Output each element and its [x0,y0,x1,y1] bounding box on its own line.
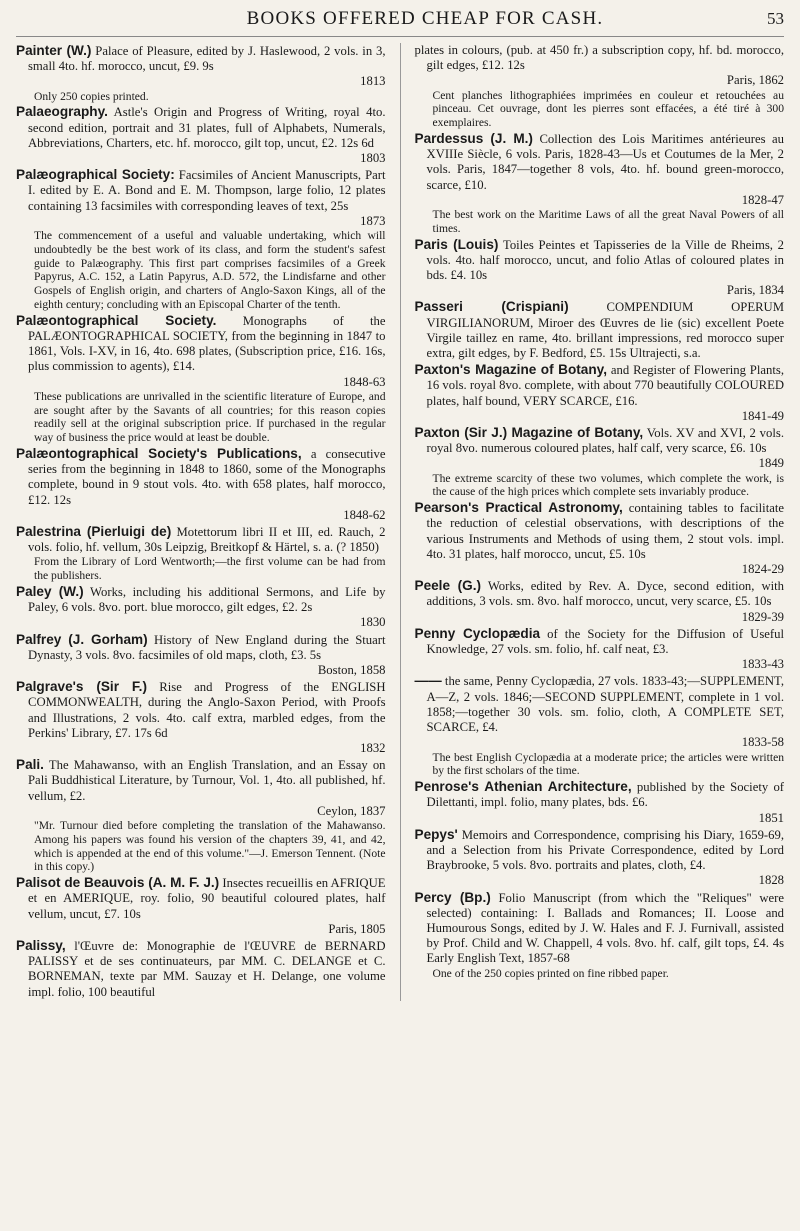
column-divider [400,43,401,1001]
catalogue-entry [16,446,386,523]
entry-heading: Paxton's Magazine of Botany, [414,362,607,378]
entry-note: The best English Cyclopædia at a moderate price; the articles were written by the first scholars of the time. [432,750,785,778]
catalogue-entry [16,104,386,166]
entry-heading: Pearson's Practical Astronomy, [414,500,623,516]
entry-heading: Penrose's Athenian Architecture, [414,779,632,795]
entry-date: Ceylon, 1837 [317,803,386,818]
catalogue-entry [16,679,386,756]
entry-date: 1813 [360,74,386,89]
entry-date: Paris, 1805 [328,921,386,936]
entry-description: the same, Penny Cyclopædia, 27 vols. 1833-43;—SUPPLEMENT, A—Z, 2 vols. 1846;—SECOND SUPPLEMENT, complete in 1 vol. 1858;—together 30 vols. sm. folio, cloth, A COMPLETE SET, SCARCE, £4. [426,674,785,735]
entry-note: The extreme scarcity of these two volumes, which complete the work, is the cause of the high prices which complete sets invariably produce. [432,471,785,499]
running-title: BOOKS OFFERED CHEAP FOR CASH. [246,8,604,29]
entry-date: Paris, 1834 [726,283,785,298]
entry-heading: Palaeography. [16,104,108,120]
entry-heading: Palfrey (J. Gorham) [16,631,148,647]
entry-date: 1841-49 [741,408,785,423]
catalogue-entry [415,578,785,625]
catalogue-entry [16,632,386,679]
entry-date: 1824-29 [741,562,785,577]
catalogue-entry [16,43,386,103]
entry-heading: Penny Cyclopædia [414,625,541,641]
catalogue-entry [16,938,386,1000]
catalogue-entry [415,500,785,577]
right-column [415,43,785,1001]
entry-description: Collection des Lois Maritimes antérieures au XVIIIe Siècle, 6 vols. Paris, 1828-43—Us et Coutumes de la Mer, 2 vols. Paris, 1847—together 8 vols, 4to. hf. bound green-morocco, scarce, £10. [426,132,785,192]
catalogue-entry [16,313,386,445]
catalogue-entry [16,167,386,312]
entry-note: From the Library of Lord Wentworth;—the first volume can be had from the publishers. [34,555,386,583]
catalogue-entry [415,673,785,778]
entry-description: Rise and Progress of the ENGLISH COMMONWEALTH, during the Anglo-Saxon Period, with Proofs and Illustrations, 2 vols. 4to. calf extra, marbled edges, from the Perkins' Library, £7. 17s 6d [28,680,386,740]
entry-heading: Palestrina (Pierluigi de) [16,524,172,540]
entry-heading: Pardessus (J. M.) [414,131,533,146]
entry-heading: Palæographical Society: [16,167,175,183]
entry-date: 1833-58 [741,735,785,750]
entry-note: These publications are unrivalled in the scientific literature of Europe, and are sought after by the Savants of all countries; for this reason copies readily sell at the original subscription price. If purchased in the regular way of business the price would at least be double. [34,389,386,445]
catalogue-entry [16,524,386,583]
entry-description: Monographs of the PALÆONTOGRAPHICAL SOCIETY, from the beginning in 1847 to 1861, Vols. I-XV, in 16, 4to. 698 plates, (Subscription price, £16. 16s, plus commission to agents), £14. [28,313,386,374]
entry-date: 1832 [360,741,386,756]
entry-heading: Palissy, [16,938,66,954]
entry-description: published by the Society of Dilettanti, impl. folio, many plates, bds. £6. [426,780,785,810]
entry-date: 1851 [758,810,785,825]
catalogue-entry [415,827,785,889]
entry-note: The best work on the Maritime Laws of all the great Naval Powers of all times. [432,208,785,235]
catalogue-entry [16,757,386,874]
catalogue-entry [415,237,785,299]
entry-description: Vols. XV and XVI, 2 vols. royal 8vo. numerous coloured plates, half calf, very scarce, £6. 10s [426,426,785,456]
catalogue-entry [415,131,785,236]
entry-description: Folio Manuscript (from which the "Reliques" were selected) containing: I. Ballads and Romances; II. Loose and Humourous Songs, edited by J. W. Hales and F. J. Furnivall, assisted by Prof. Child and W. Chappell, 4 vols. 8vo. hf. calf, gilt tops, £4. 4s Early English Text, 1857-68 [426,890,785,966]
entry-heading: Painter (W.) [16,43,92,58]
entry-description: containing tables to facilitate the reduction of celestial observations, with descriptions of the various Instruments and Methods of using them, 2 stout vols. impl. 4to. 31 plates, half morocco, uncut, £5. 10s [426,501,785,561]
entry-heading: Palæontographical Society's Publications, [16,446,302,462]
entry-date: 1803 [360,151,386,166]
entry-description: The Mahawanso, with an English Translation, and an Essay on Pali Buddhistical Literature, by Turnour, Vol. 1, 4to. all published, hf. vellum, £2. [28,758,386,803]
entry-description: Motettorum libri II et III, ed. Rauch, 2 vols. folio, hf. vellum, 30s Leipzig, Breitkopf & Härtel, s. a. (? 1850) [28,525,386,555]
entry-description: and Register of Flowering Plants, 16 vols. royal 8vo. complete, with about 770 beautifully COLOURED plates, half bound, VERY SCARCE, £16. [426,363,785,408]
catalogue-entry [415,779,785,826]
entry-description: Memoirs and Correspondence, comprising his Diary, 1659-69, and a Selection from his Private Correspondence, edited by Lord Braybrooke, 5 vols. 8vo. portraits and plates, cloth, £4. [426,827,785,873]
catalogue-entry [415,626,785,673]
entry-heading: Passeri (Crispiani) [414,299,569,315]
entry-heading: Paris (Louis) [414,236,499,252]
catalogue-entry [16,875,386,937]
catalogue-entry [415,43,785,130]
entry-heading: Paxton (Sir J.) Magazine of Botany, [414,425,644,441]
entry-heading: Peele (G.) [414,578,482,594]
catalogue-columns [16,43,784,1001]
entry-heading: Pepys' [414,826,458,842]
entry-heading: Palæontographical Society. [16,312,217,328]
entry-date: 1848-62 [343,507,386,522]
entry-description: l'Œuvre de: Monographie de l'ŒUVRE de BERNARD PALISSY et de ses continuateurs, par MM. C. DELANGE et C. BORNEMAN, texte par MM. Sauzay et H. Delange, one volume impl. folio, 100 beautiful [28,939,386,999]
entry-heading: Pali. [16,757,44,773]
entry-note: The commencement of a useful and valuable undertaking, which will undoubtedly be the best work of its class, and form the student's safest guide to Palæography. This first part comprises facsimiles of a Greek Papyrus, A.C. 152, a Latin Papyrus, A.D. 572, the Lindisfarne and other Gospels of English origin, and charters of Anglo-Saxon Kings, all of the eighth century; concluding with an Episcopal Charter of the tenth. [34,229,386,312]
entry-heading: Palisot de Beauvois (A. M. F. J.) [16,875,220,891]
entry-heading: —— [414,673,442,689]
page-number: 53 [767,9,784,28]
entry-description: Works, edited by Rev. A. Dyce, second edition, with additions, 3 vols. sm. 8vo. half morocco, uncut, very scarce, £5. 10s [426,579,784,609]
entry-date: 1873 [360,213,386,228]
entry-date: 1828 [758,873,785,888]
page-header [16,8,784,37]
entry-date: 1830 [360,615,386,630]
entry-description: History of New England during the Stuart Dynasty, 3 vols. 8vo. facsimiles of old maps, cloth, £3. 5s [28,632,386,662]
entry-date: 1848-63 [343,374,386,389]
entry-heading: Palgrave's (Sir F.) [16,679,147,695]
entry-description: Facsimiles of Ancient Manuscripts, Part I. edited by E. A. Bond and E. M. Thompson, large folio, 12 plates containing 13 facsimiles with corresponding leaves of text, 25s [28,168,386,213]
catalogue-entry [415,362,785,424]
entry-description: Insectes recueillis en AFRIQUE et en AMERIQUE, roy. folio, 90 beautiful coloured plates, half vellum, uncut, £7. 10s [28,876,386,921]
entry-description: a consecutive series from the beginning in 1848 to 1860, some of the Monographs complete, bound in 9 stout vols. 4to. with 658 plates, half morocco, £12. 12s [28,447,386,507]
left-column [16,43,386,1001]
catalogue-entry [16,584,386,631]
entry-description: COMPENDIUM OPERUM VIRGILIANORUM, Miroer des Œuvres de lie (sic) excellent Poete Virgile taillez en rame, 4to. brillant impressions, red morocco super extra, gilt edges, by F. Bedford, £5. 15s Ultrajecti, s.a. [426,300,785,361]
entry-note: "Mr. Turnour died before completing the translation of the Mahawanso. Among his papers was found his version of the chapters 39, 41, and 42, which is appended at the end of this volume."—J. Emerson Tennent. (Note in this copy.) [34,819,386,874]
entry-note: One of the 250 copies printed on fine ribbed paper. [432,966,669,980]
entry-date: 1829-39 [741,609,785,624]
entry-date: 1833-43 [741,657,785,672]
entry-heading: Percy (Bp.) [414,889,491,905]
entry-date: Boston, 1858 [317,663,386,678]
entry-date: 1849 [758,456,785,471]
entry-description: of the Society for the Diffusion of Useful Knowledge, 27 vols. sm. folio, hf. calf neat, £3. [426,626,785,657]
entry-note: Only 250 copies printed. [34,89,149,103]
entry-description: Toiles Peintes et Tapisseries de la Ville de Rheims, 2 vols. 4to. half morocco, uncut, and folio Atlas of coloured plates in bds. £4. 10s [426,237,785,283]
entry-note: Cent planches lithographiées imprimées en couleur et retouchées au pinceau. Cet ouvrage, dont les pierres sont effacées, a été tiré à 300 exemplaires. [432,88,785,130]
entry-date: Paris, 1862 [726,73,785,88]
entry-description: plates in colours, (pub. at 450 fr.) a subscription copy, hf. bd. morocco, gilt edges, £12. 12s [414,43,785,73]
entry-description: Astle's Origin and Progress of Writing, royal 4to. second edition, portrait and 31 plates, full of Alphabets, Numerals, Abbreviations, Charters, etc. hf. morocco, gilt top, uncut, £2. 12s 6d [28,105,386,150]
catalogue-entry [415,425,785,499]
entry-heading: Paley (W.) [16,584,84,600]
entry-description: Works, including his additional Sermons, and Life by Paley, 6 vols. 8vo. port. blue morocco, gilt edges, £2. 2s [28,585,386,615]
entry-date: 1828-47 [741,192,785,207]
catalogue-entry [415,890,785,981]
catalogue-entry [415,299,785,361]
entry-description: Palace of Pleasure, edited by J. Haslewood, 2 vols. in 3, small 4to. hf. morocco, uncut, £9. 9s [28,44,386,74]
